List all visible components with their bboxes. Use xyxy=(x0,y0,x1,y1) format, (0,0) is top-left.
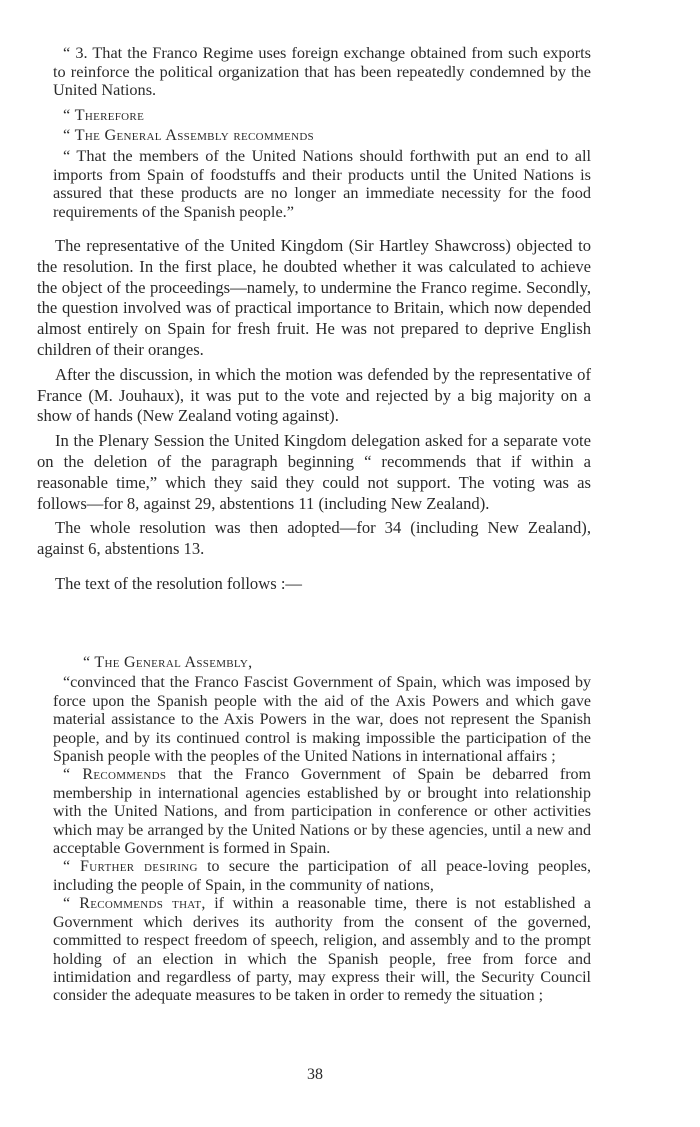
recommends-that-text: if within a reasonable time, there is not established a Government which derives its authority from the consent of the governed, committed to respect freedom of speech, religion, and assembly and to the prompt holding of an election in which the Spanish people, free from force and intimidation and regardless of party, may express their will, the Security Council consider the adequate measures to be taken in order to remedy the situation ; xyxy=(53,895,591,1005)
adoption-paragraph: The whole resolution was then adopted—for 34 (including New Zealand), against 6, abstentions 13. xyxy=(37,518,591,559)
further-desiring-lead: “ Further desiring xyxy=(63,858,198,876)
resolution-text xyxy=(53,654,591,1006)
recommends-clause-lead: “ Recommends xyxy=(63,766,167,784)
plenary-session-paragraph: In the Plenary Session the United Kingdom delegation asked for a separate vote on the deletion of the paragraph beginning “ recommends that if within a reasonable time,” which they said they could not support. The voting was as follows—for 8, against 29, abstentions 11 (including New Zealand). xyxy=(37,431,591,513)
further-desiring-clause xyxy=(53,858,591,895)
discussion-paragraph: After the discussion, in which the motion was defended by the representative of France (M. Jouhaux), it was put to the vote and rejected by a big majority on a show of hands (New Zealand voting against). xyxy=(37,364,591,426)
draft-recommendation-text: “ That the members of the United Nations should forthwith put an end to all imports from Spain of foodstuffs and their products until the United Nations is assured that these products are no longer an immediate necessity for the food requirements of the Spanish people.” xyxy=(53,145,591,221)
assembly-recommends-heading: “ The General Assembly recommends xyxy=(63,125,314,145)
convinced-clause: “convinced that the Franco Fascist Government of Spain, which was imposed by force upon the Spanish people with the aid of the Axis Powers and which gave material assistance to the Axis Powers in the war, does not represent the Spanish people, and by its continued control is making impossible the participation of the Spanish people with the peoples of the United Nations in international affairs ; xyxy=(53,674,591,766)
resolution-heading: “ The General Assembly, xyxy=(83,654,253,671)
recommends-that-lead: “ Recommends that, xyxy=(63,895,206,913)
draft-item-3: “ 3. That the Franco Regime uses foreign exchange obtained from such exports to reinforce the political organization that has been repeatedly condemned by the United Nations. xyxy=(53,43,591,100)
uk-objection-paragraph: The representative of the United Kingdom (Sir Hartley Shawcross) objected to the resolution. In the first place, he doubted whether it was calculated to achieve the object of the proceedings—namely, to undermine the Franco regime. Secondly, the question involved was of practical importance to Britain, which now depended almost entirely on Spain for fresh fruit. He was not prepared to deprive English children of their oranges. xyxy=(37,236,591,359)
quoted-draft-resolution xyxy=(53,44,591,227)
narrative-body xyxy=(37,236,591,599)
therefore-heading: “ Therefore xyxy=(63,104,145,124)
recommends-that-clause xyxy=(53,895,591,1005)
recommends-clause xyxy=(53,766,591,858)
resolution-intro-paragraph: The text of the resolution follows :— xyxy=(55,573,303,593)
page-number: 38 xyxy=(307,1066,323,1083)
recommends-clause-text: that the Franco Government of Spain be debarred from membership in international agencies established by or brought into relationship with the United Nations, and from participation in conference or other activities which may be arranged by the United Nations or by these agencies, until a new and acceptable Government is formed in Spain. xyxy=(53,766,591,858)
further-desiring-text: to secure the participation of all peace-loving peoples, including the people of Spain, in the community of nations, xyxy=(53,858,591,894)
